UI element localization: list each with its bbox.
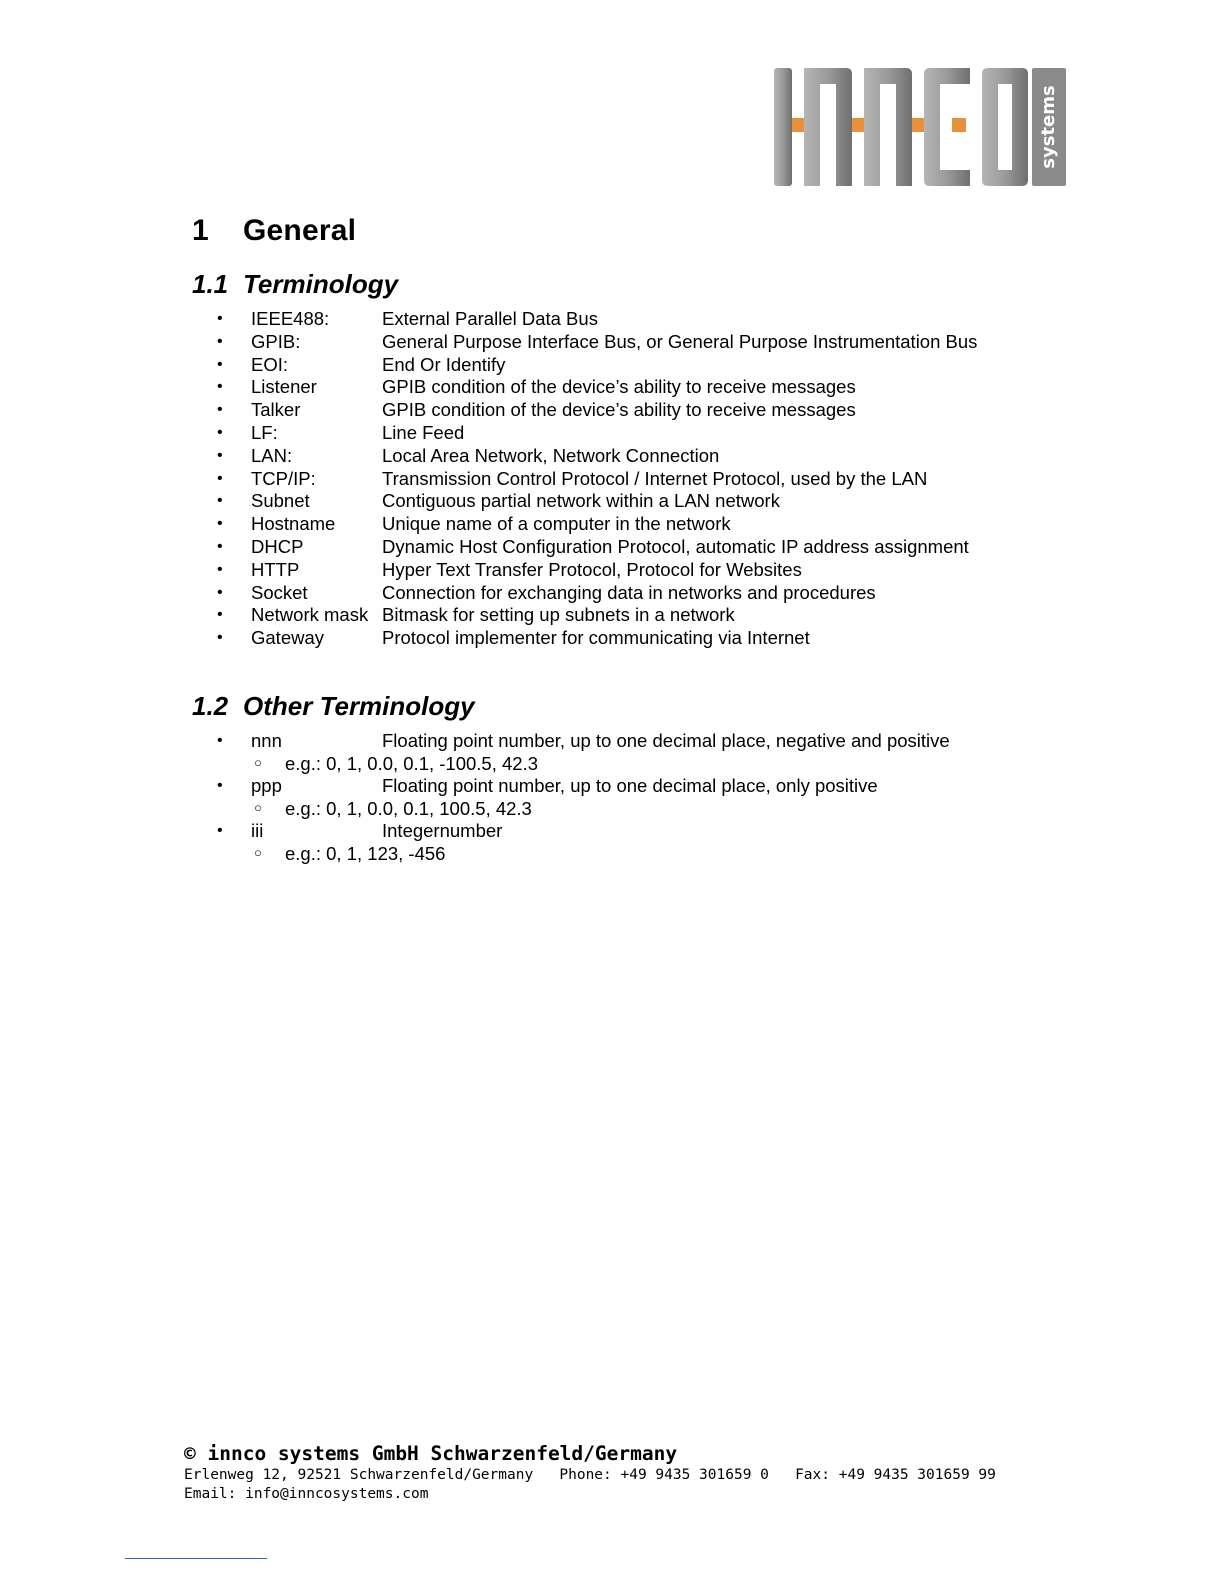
- term-name: DHCP: [251, 536, 304, 557]
- term-definition: Floating point number, up to one decimal place, only positive: [382, 775, 878, 796]
- bullet-icon: •: [217, 424, 223, 441]
- other-term-row: [0, 820, 1000, 842]
- section-1-2-number: 1.2: [192, 691, 229, 721]
- bullet-icon: •: [217, 515, 223, 533]
- example-row: [0, 843, 1000, 865]
- term-name: iii: [251, 820, 264, 841]
- section-1-title: General: [243, 214, 357, 247]
- circle-bullet-icon: ○: [254, 754, 262, 770]
- bullet-icon: •: [217, 446, 223, 464]
- term-definition: GPIB condition of the device’s ability to receive messages: [382, 399, 856, 421]
- logo-side-text: systems: [1038, 85, 1059, 169]
- term-row: [0, 513, 1000, 535]
- term-row: [0, 559, 1000, 581]
- footer-email: Email: info@inncosystems.com: [184, 1486, 429, 1502]
- circle-bullet-icon: ○: [254, 799, 262, 815]
- bullet-icon: •: [217, 492, 223, 510]
- term-name: IEEE488:: [251, 308, 330, 329]
- term-definition: Protocol implementer for communicating via Internet: [382, 627, 810, 649]
- footer: [184, 1442, 996, 1504]
- footer-title: © innco systems GmbH Schwarzenfeld/Germany: [184, 1442, 678, 1465]
- bullet-icon: •: [217, 469, 223, 487]
- term-row: [0, 604, 1000, 626]
- bullet-icon: •: [217, 538, 223, 555]
- term-name: Hostname: [251, 513, 336, 535]
- term-row: [0, 627, 1000, 649]
- term-definition: Hyper Text Transfer Protocol, Protocol for Websites: [382, 558, 802, 580]
- other-term-row: [0, 730, 1000, 752]
- bullet-icon: •: [217, 777, 223, 794]
- term-example: e.g.: 0, 1, 0.0, 0.1, 100.5, 42.3: [285, 797, 532, 819]
- term-row: [0, 331, 1000, 353]
- bullet-icon: •: [217, 355, 223, 373]
- term-name: LAN:: [251, 444, 293, 466]
- term-definition: Bitmask for setting up subnets in a network: [382, 604, 735, 626]
- term-name: Network mask: [251, 604, 369, 626]
- section-1-heading: [192, 214, 356, 248]
- term-row: [0, 582, 1000, 604]
- bullet-icon: •: [217, 606, 223, 624]
- term-name: GPIB:: [251, 330, 301, 352]
- bullet-icon: •: [217, 629, 223, 647]
- section-1-2-heading: [192, 691, 475, 722]
- term-name: Talker: [251, 399, 301, 421]
- bullet-icon: •: [217, 732, 223, 749]
- footer-address: Erlenweg 12, 92521 Schwarzenfeld/Germany Phone: +49 9435 301659 0 Fax: +49 9435 301659 99: [184, 1467, 996, 1483]
- term-definition: External Parallel Data Bus: [382, 308, 598, 329]
- circle-bullet-icon: ○: [254, 844, 262, 860]
- term-row: [0, 308, 1000, 330]
- bullet-icon: •: [217, 401, 223, 419]
- other-term-row: [0, 775, 1000, 797]
- term-name: EOI:: [251, 353, 289, 375]
- bullet-icon: •: [217, 583, 223, 601]
- term-definition: GPIB condition of the device’s ability to receive messages: [382, 376, 856, 398]
- term-definition: Dynamic Host Configuration Protocol, automatic IP address assignment: [382, 536, 969, 557]
- term-definition: Connection for exchanging data in networks and procedures: [382, 581, 876, 603]
- term-row: [0, 422, 1000, 444]
- term-definition: Contiguous partial network within a LAN network: [382, 490, 780, 512]
- term-definition: Unique name of a computer in the network: [382, 513, 731, 535]
- term-row: [0, 354, 1000, 376]
- term-definition: Local Area Network, Network Connection: [382, 444, 720, 466]
- section-1-number: 1: [192, 214, 209, 247]
- term-name: Listener: [251, 376, 317, 398]
- bullet-icon: •: [217, 378, 223, 396]
- term-definition: Integernumber: [382, 820, 503, 841]
- term-name: LF:: [251, 422, 278, 443]
- term-name: nnn: [251, 730, 282, 751]
- term-name: ppp: [251, 775, 282, 796]
- term-row: [0, 445, 1000, 467]
- term-name: Socket: [251, 581, 308, 603]
- example-row: [0, 753, 1000, 775]
- term-example: e.g.: 0, 1, 123, -456: [285, 842, 446, 864]
- bullet-icon: •: [217, 332, 223, 350]
- term-definition: General Purpose Interface Bus, or General Purpose Instrumentation Bus: [382, 330, 978, 352]
- section-1-1-heading: [192, 269, 398, 300]
- section-1-1-title: Terminology: [243, 269, 399, 299]
- term-row: [0, 536, 1000, 558]
- term-definition: Floating point number, up to one decimal place, negative and positive: [382, 730, 950, 751]
- term-row: [0, 490, 1000, 512]
- bullet-icon: •: [217, 560, 223, 578]
- term-definition: Line Feed: [382, 422, 465, 443]
- term-name: TCP/IP:: [251, 467, 316, 489]
- term-name: HTTP: [251, 558, 300, 580]
- bullet-icon: •: [217, 822, 223, 839]
- company-logo: [770, 62, 1070, 192]
- term-row: [0, 376, 1000, 398]
- section-1-1-number: 1.1: [192, 269, 229, 299]
- term-name: Subnet: [251, 490, 310, 512]
- footnote-separator: [125, 1558, 267, 1559]
- bullet-icon: •: [217, 310, 223, 327]
- term-definition: Transmission Control Protocol / Internet Protocol, used by the LAN: [382, 467, 928, 489]
- term-definition: End Or Identify: [382, 353, 506, 375]
- term-example: e.g.: 0, 1, 0.0, 0.1, -100.5, 42.3: [285, 752, 539, 774]
- term-row: [0, 468, 1000, 490]
- term-name: Gateway: [251, 627, 325, 649]
- example-row: [0, 798, 1000, 820]
- section-1-2-title: Other Terminology: [243, 691, 475, 721]
- term-row: [0, 399, 1000, 421]
